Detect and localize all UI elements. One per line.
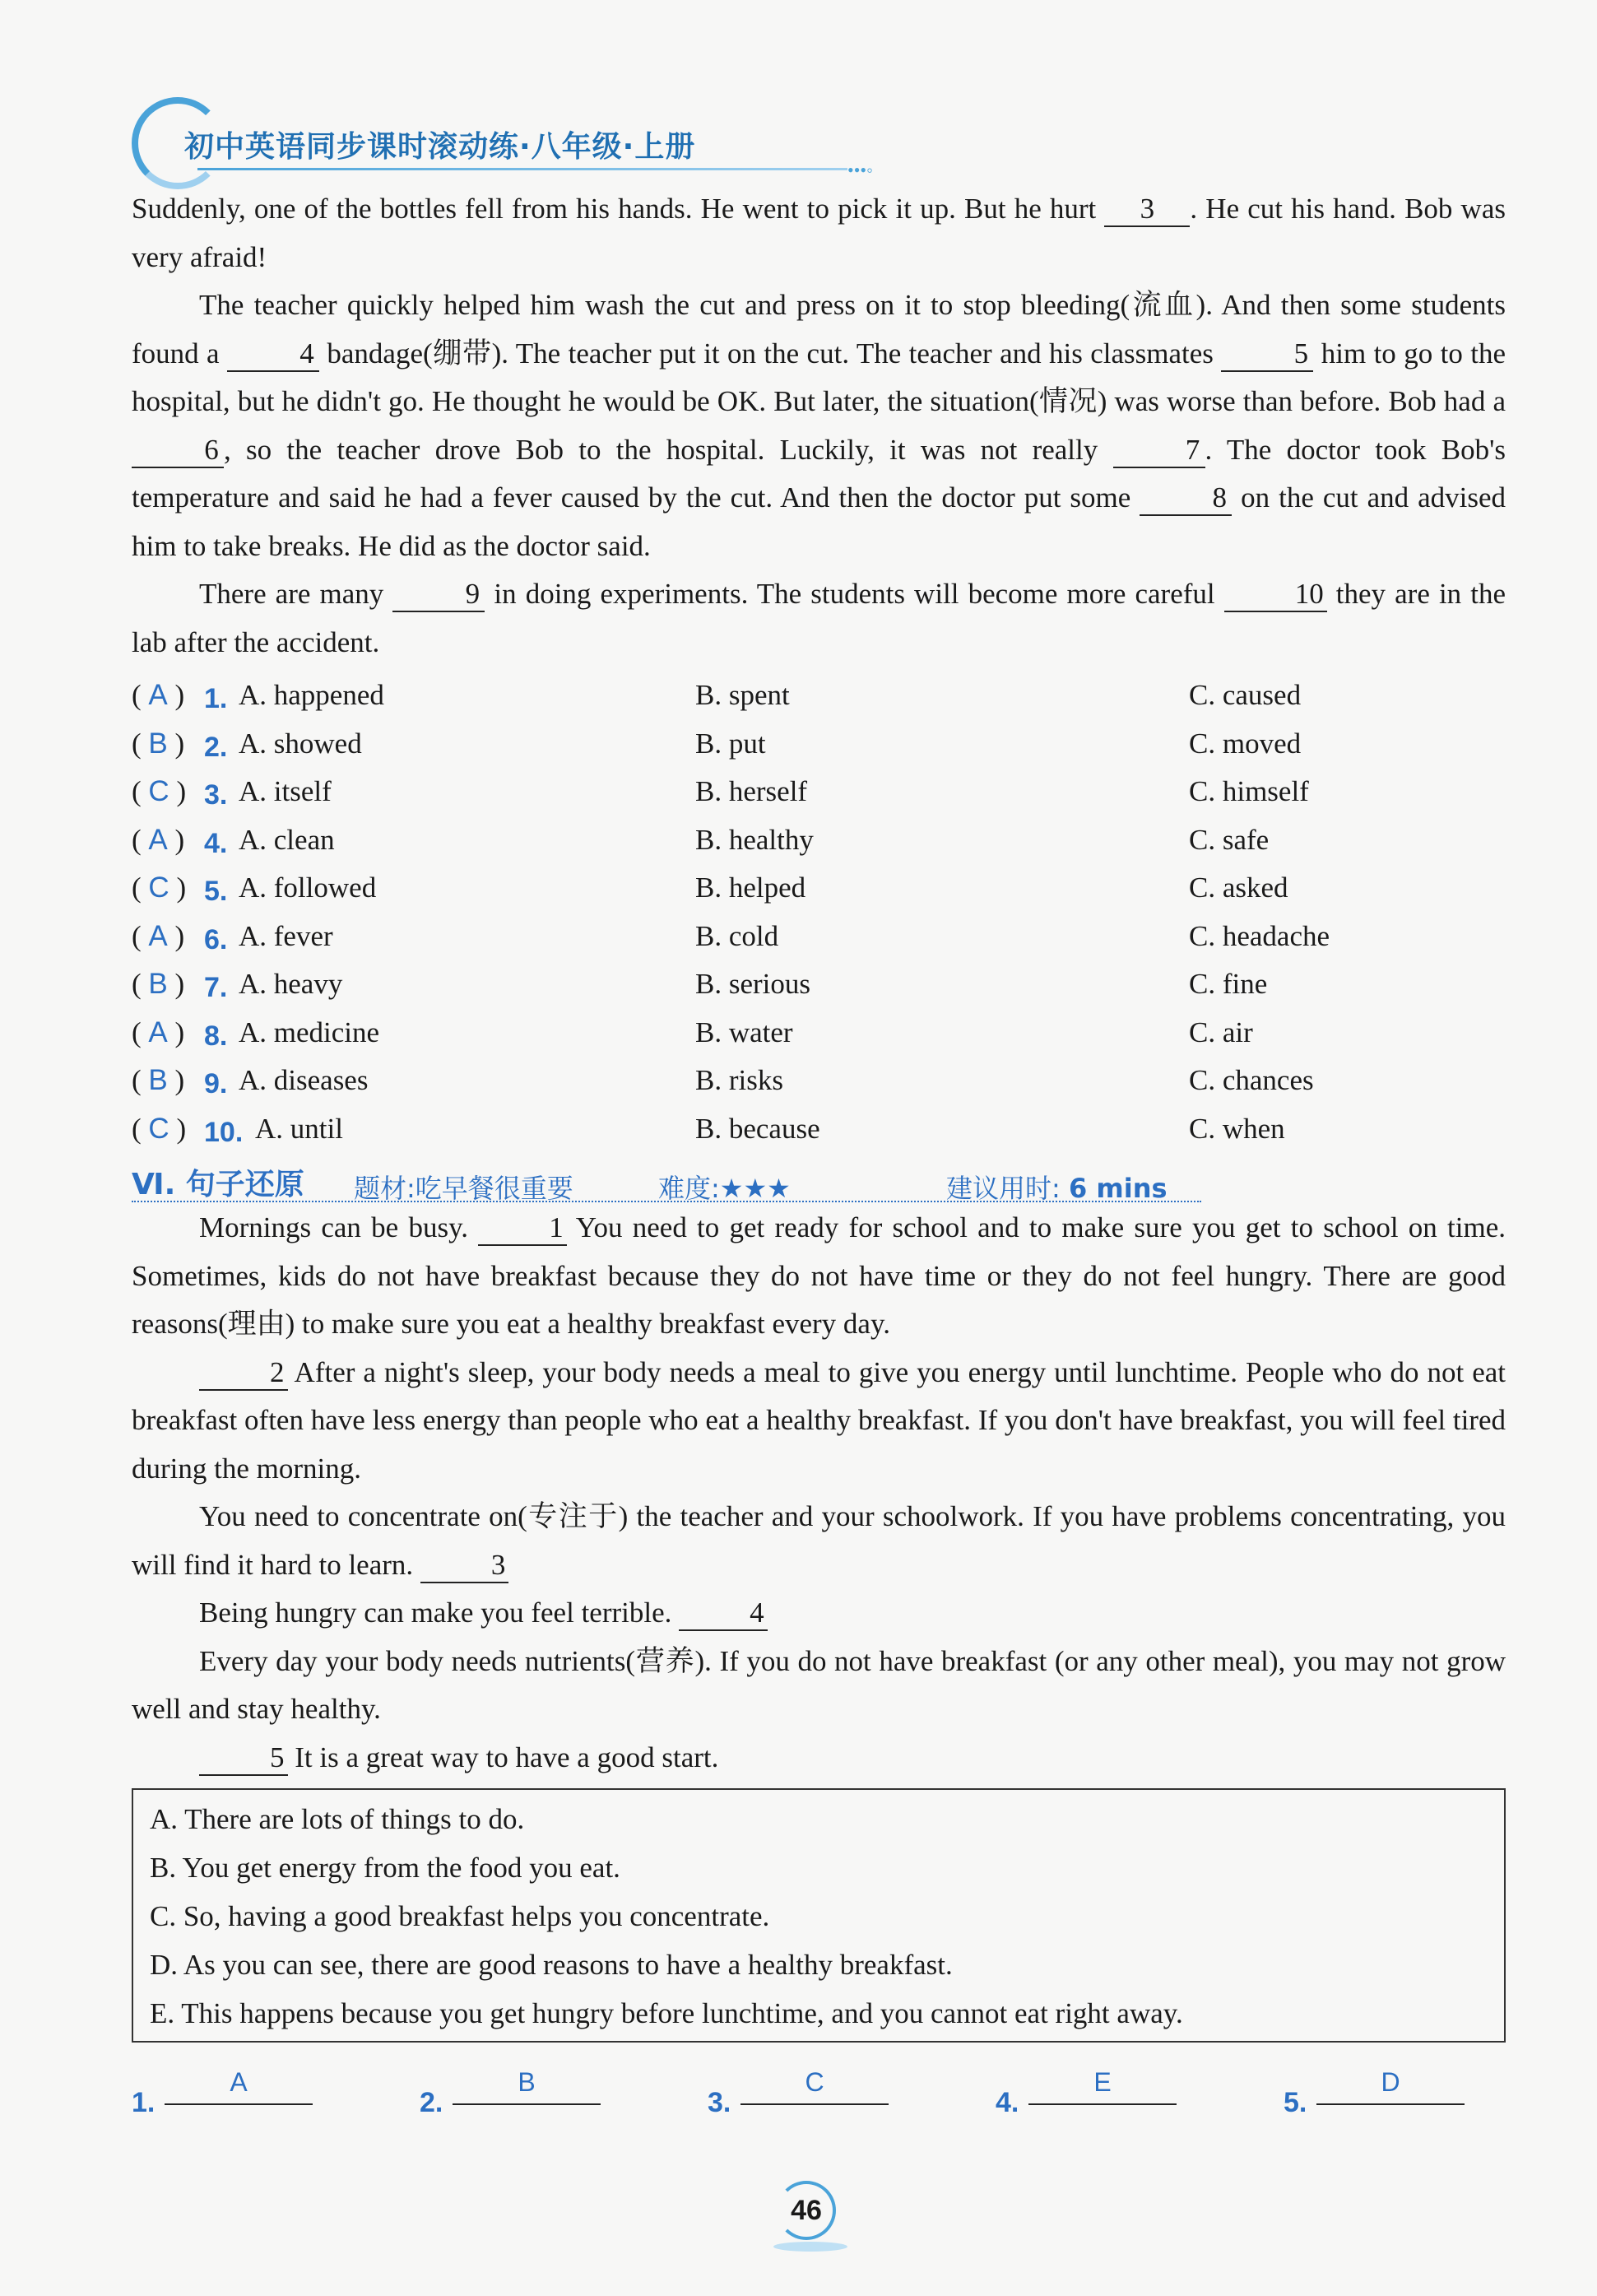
gap-5[interactable]: 5 — [199, 1741, 288, 1776]
passage2-paragraph-3: You need to concentrate on(专注于) the teacher and your schoolwork. If you have problems concentrating, you will find it hard to learn. 3 — [132, 1493, 1506, 1589]
gap-4[interactable]: 4 — [679, 1597, 768, 1631]
answer-bracket[interactable]: ( B ) — [132, 1064, 185, 1096]
blank-8[interactable]: 8 — [1140, 481, 1232, 516]
answer-bracket[interactable]: ( A ) — [132, 823, 185, 856]
answer-bracket[interactable]: ( B ) — [132, 968, 185, 1000]
section-difficulty: 难度:★★★ — [658, 1173, 791, 1204]
choice-d: D. As you can see, there are good reasons to have a healthy breakfast. — [150, 1949, 953, 1981]
option-row: ( A ) 8. A. medicine B. water C. air — [132, 1009, 1506, 1057]
section-heading — [132, 1156, 1506, 1204]
option-c[interactable]: C. safe — [1189, 823, 1270, 856]
blank-6[interactable]: 6 — [132, 434, 224, 468]
passage2-paragraph-5: Every day your body needs nutrients(营养). If you do not have breakfast (or any other meal), you may not grow well and stay healthy. — [132, 1644, 1506, 1725]
choices-box — [132, 1788, 1506, 2043]
book-title: 初中英语同步课时滚动练·八年级·上册 — [184, 130, 696, 164]
option-a[interactable]: A. followed — [239, 871, 377, 904]
blank-7[interactable]: 7 — [1113, 434, 1205, 468]
option-c[interactable]: C. when — [1189, 1112, 1285, 1145]
answer-line: 1. A 2. B 3. C 4. E 5. D — [132, 2064, 1506, 2122]
option-row: ( C ) 3. A. itself B. herself C. himself — [132, 768, 1506, 816]
option-c[interactable]: C. moved — [1189, 727, 1302, 760]
answer-bracket[interactable]: ( C ) — [132, 871, 187, 904]
option-c[interactable]: C. chances — [1189, 1064, 1314, 1096]
option-row: ( B ) 9. A. diseases B. risks C. chances — [132, 1057, 1506, 1105]
gap-1[interactable]: 1 — [478, 1211, 567, 1246]
answer-field[interactable]: A — [165, 2064, 313, 2105]
option-b[interactable]: B. spent — [695, 679, 790, 711]
choice-b: B. You get energy from the food you eat. — [150, 1852, 620, 1884]
option-b[interactable]: B. water — [695, 1016, 793, 1048]
answer-bracket[interactable]: ( A ) — [132, 919, 185, 952]
passage1-paragraph-2: The teacher quickly helped him wash the cut and press on it to stop bleeding(流血). And then some students found a 4 bandage(绷带). The teacher put it on the cut. The teacher and his classmates 5 him to go to the hospital, but he didn't go. He thought he would be OK. But later, the situation(情况) was worse than before. Bob had a 6 , so the teacher drove Bob to the hospital. Luckily, it was not really 7 . The doctor took Bob's temperature and said he had a fever caused by the cut. And then the doctor put some 8 on the cut and advised him to take breaks. He did as the doctor said. — [132, 289, 1506, 562]
option-a[interactable]: A. clean — [239, 823, 335, 856]
option-a[interactable]: A. heavy — [239, 968, 343, 1000]
option-a[interactable]: A. until — [255, 1112, 343, 1145]
option-c[interactable]: C. air — [1189, 1016, 1253, 1048]
option-b[interactable]: B. herself — [695, 775, 808, 807]
answer-field[interactable]: B — [453, 2064, 601, 2105]
section-topic: 题材:吃早餐很重要 — [354, 1173, 573, 1204]
passage2-paragraph-1: Mornings can be busy. 1 You need to get ready for school and to make sure you get to school on time. Sometimes, kids do not have breakfast because they do not have time or they do not feel hungry. There are good reasons(理由) to make sure you eat a healthy breakfast every day. — [132, 1211, 1506, 1340]
option-b[interactable]: B. put — [695, 727, 766, 760]
header-dots-icon: •••◦ — [847, 160, 873, 180]
blank-4[interactable]: 4 — [227, 337, 319, 372]
option-b[interactable]: B. cold — [695, 919, 779, 952]
option-b[interactable]: B. because — [695, 1112, 820, 1145]
option-c[interactable]: C. asked — [1189, 871, 1288, 904]
option-c[interactable]: C. himself — [1189, 775, 1309, 807]
option-a[interactable]: A. showed — [239, 727, 362, 760]
option-b[interactable]: B. helped — [695, 871, 806, 904]
option-b[interactable]: B. healthy — [695, 823, 814, 856]
page-number: 46 — [773, 2181, 839, 2247]
option-row: ( A ) 1. A. happened B. spent C. caused — [132, 672, 1506, 720]
option-row: ( B ) 2. A. showed B. put C. moved — [132, 720, 1506, 769]
answer-bracket[interactable]: ( C ) — [132, 1112, 187, 1145]
blank-10[interactable]: 10 — [1224, 578, 1327, 612]
page-header — [132, 91, 872, 181]
header-rule — [197, 168, 847, 170]
answer-bracket[interactable]: ( C ) — [132, 775, 187, 807]
answer-field[interactable]: C — [740, 2064, 889, 2105]
option-a[interactable]: A. diseases — [239, 1064, 369, 1096]
option-row: ( B ) 7. A. heavy B. serious C. fine — [132, 960, 1506, 1009]
passage2-paragraph-6: 5 It is a great way to have a good start. — [132, 1734, 1506, 1782]
answer-field[interactable]: E — [1028, 2064, 1177, 2105]
choice-c: C. So, having a good breakfast helps you concentrate. — [150, 1900, 770, 1932]
option-row: ( C ) 10. A. until B. because C. when — [132, 1105, 1506, 1154]
section-time: 建议用时: 6 mins — [946, 1173, 1168, 1204]
content — [132, 185, 1506, 2122]
option-a[interactable]: A. happened — [239, 679, 384, 711]
option-row: ( C ) 5. A. followed B. helped C. asked — [132, 864, 1506, 913]
passage1-paragraph-3: There are many 9 in doing experiments. The students will become more careful 10 they are in the lab after the accident. — [132, 578, 1506, 658]
page-number-swoosh — [773, 2242, 847, 2252]
section-underline — [132, 1199, 1201, 1202]
option-c[interactable]: C. fine — [1189, 968, 1268, 1000]
options-list — [132, 672, 1506, 1153]
option-b[interactable]: B. risks — [695, 1064, 783, 1096]
section-title: Ⅵ. 句子还原 — [132, 1168, 304, 1201]
gap-2[interactable]: 2 — [199, 1356, 288, 1391]
choice-e: E. This happens because you get hungry before lunchtime, and you cannot eat right away. — [150, 1997, 1183, 2029]
option-row: ( A ) 4. A. clean B. healthy C. safe — [132, 816, 1506, 865]
blank-5[interactable]: 5 — [1221, 337, 1313, 372]
blank-9[interactable]: 9 — [392, 578, 485, 612]
passage2-paragraph-2: 2 After a night's sleep, your body needs a meal to give you energy until lunchtime. People who do not eat breakfast often have less energy than people who eat a healthy breakfast. If you don't have breakfast, you will feel tired during the morning. — [132, 1355, 1506, 1485]
answer-bracket[interactable]: ( B ) — [132, 727, 185, 760]
option-b[interactable]: B. serious — [695, 968, 810, 1000]
option-c[interactable]: C. caused — [1189, 679, 1302, 711]
option-row: ( A ) 6. A. fever B. cold C. headache — [132, 913, 1506, 961]
choice-a: A. There are lots of things to do. — [150, 1803, 525, 1835]
option-a[interactable]: A. itself — [239, 775, 332, 807]
option-c[interactable]: C. headache — [1189, 919, 1330, 952]
blank-3[interactable]: 3 — [1104, 193, 1190, 227]
option-a[interactable]: A. medicine — [239, 1016, 380, 1048]
gap-3[interactable]: 3 — [420, 1549, 509, 1583]
passage1-paragraph-1: Suddenly, one of the bottles fell from his hands. He went to pick it up. But he hurt 3 . He cut his hand. Bob was very afraid! — [132, 193, 1506, 273]
answer-bracket[interactable]: ( A ) — [132, 679, 185, 711]
option-a[interactable]: A. fever — [239, 919, 333, 952]
passage2-paragraph-4: Being hungry can make you feel terrible. 4 — [132, 1589, 1506, 1638]
answer-field[interactable]: D — [1316, 2064, 1465, 2105]
answer-bracket[interactable]: ( A ) — [132, 1016, 185, 1048]
